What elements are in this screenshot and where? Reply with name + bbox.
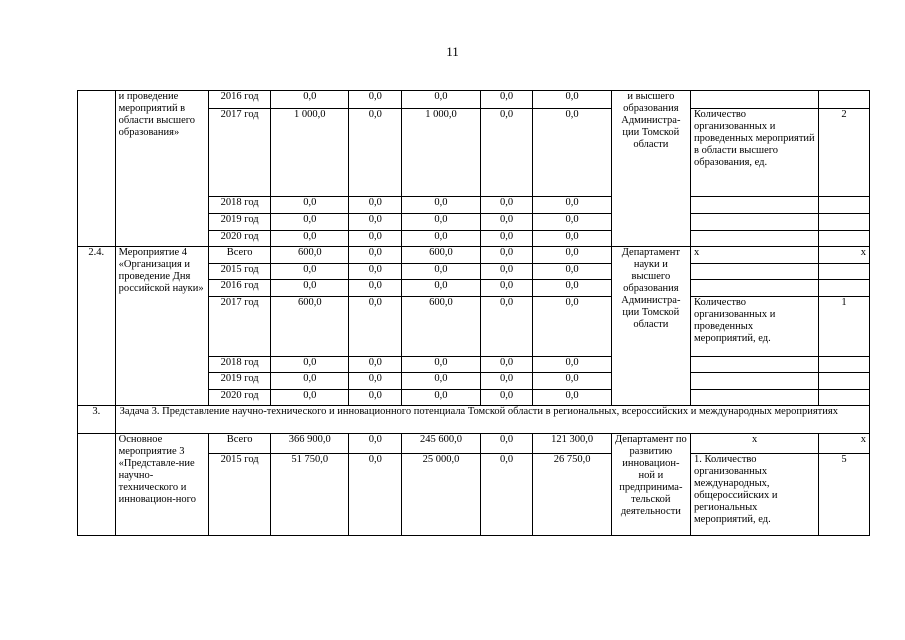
value-cell: 0,0	[480, 454, 533, 536]
indicator-value-cell	[819, 390, 870, 406]
executor-cell: Департамент по развитию инновацион-ной и предпринима-тельской деятельности	[611, 434, 690, 536]
indicator-value-cell: 1	[819, 297, 870, 357]
value-cell: 0,0	[349, 297, 402, 357]
value-cell: 366 900,0	[271, 434, 349, 454]
value-cell: 0,0	[402, 197, 480, 214]
value-cell: 0,0	[480, 214, 533, 231]
indicator-value-cell: х	[819, 434, 870, 454]
value-cell: 600,0	[402, 247, 480, 264]
value-cell: 0,0	[349, 357, 402, 373]
indicator-value-cell: 2	[819, 109, 870, 197]
table-row	[78, 406, 870, 434]
indicator-cell	[691, 214, 819, 231]
indicator-value-cell	[819, 264, 870, 280]
year-cell: 2019 год	[209, 373, 271, 390]
value-cell: 0,0	[480, 109, 533, 197]
value-cell: 0,0	[271, 357, 349, 373]
executor-cell: и высшего образования Администра-ции Томской области	[611, 91, 690, 247]
value-cell: 0,0	[402, 390, 480, 406]
year-cell: 2018 год	[209, 357, 271, 373]
value-cell: 0,0	[533, 297, 611, 357]
value-cell: 0,0	[480, 264, 533, 280]
indicator-value-cell	[819, 91, 870, 109]
page-number: 11	[446, 44, 459, 59]
value-cell: 0,0	[480, 357, 533, 373]
year-cell: 2019 год	[209, 214, 271, 231]
year-cell: 2016 год	[209, 91, 271, 109]
indicator-value-cell: 5	[819, 454, 870, 536]
value-cell: 0,0	[271, 91, 349, 109]
value-cell: 0,0	[533, 231, 611, 247]
indicator-cell	[691, 357, 819, 373]
value-cell: 0,0	[533, 264, 611, 280]
value-cell: 0,0	[349, 231, 402, 247]
indicator-value-cell	[819, 357, 870, 373]
value-cell: 600,0	[402, 297, 480, 357]
indicator-cell: Количество организованных и проведенных мероприятий, ед.	[691, 297, 819, 357]
value-cell: 0,0	[271, 373, 349, 390]
year-cell: 2017 год	[209, 297, 271, 357]
indicator-cell	[691, 264, 819, 280]
year-cell: 2020 год	[209, 231, 271, 247]
year-cell: 2020 год	[209, 390, 271, 406]
value-cell: 600,0	[271, 247, 349, 264]
value-cell: 0,0	[533, 214, 611, 231]
value-cell: 0,0	[271, 197, 349, 214]
row-number-cell: 2.4.	[78, 247, 116, 406]
indicator-cell	[691, 91, 819, 109]
indicator-cell	[691, 280, 819, 297]
value-cell: 0,0	[402, 280, 480, 297]
value-cell: 0,0	[533, 247, 611, 264]
value-cell: 121 300,0	[533, 434, 611, 454]
value-cell: 0,0	[480, 373, 533, 390]
value-cell: 1 000,0	[402, 109, 480, 197]
value-cell: 600,0	[271, 297, 349, 357]
value-cell: 0,0	[349, 373, 402, 390]
indicator-value-cell: х	[819, 247, 870, 264]
value-cell: 0,0	[349, 390, 402, 406]
value-cell: 0,0	[271, 390, 349, 406]
value-cell: 0,0	[480, 390, 533, 406]
value-cell: 0,0	[349, 247, 402, 264]
row-number-cell: 3.	[78, 406, 116, 434]
row-number-cell	[78, 91, 116, 247]
table-row	[78, 434, 870, 454]
table-row	[78, 91, 870, 109]
value-cell: 0,0	[533, 91, 611, 109]
value-cell: 0,0	[533, 390, 611, 406]
value-cell: 0,0	[480, 280, 533, 297]
value-cell: 0,0	[533, 357, 611, 373]
value-cell: 0,0	[533, 197, 611, 214]
value-cell: 0,0	[480, 197, 533, 214]
value-cell: 0,0	[271, 231, 349, 247]
program-table	[77, 90, 870, 536]
value-cell: 0,0	[271, 264, 349, 280]
year-cell: Всего	[209, 434, 271, 454]
value-cell: 0,0	[349, 280, 402, 297]
value-cell: 0,0	[480, 434, 533, 454]
indicator-value-cell	[819, 214, 870, 231]
value-cell: 25 000,0	[402, 454, 480, 536]
value-cell: 0,0	[349, 454, 402, 536]
year-cell: 2016 год	[209, 280, 271, 297]
value-cell: 0,0	[402, 214, 480, 231]
value-cell: 0,0	[402, 264, 480, 280]
value-cell: 245 600,0	[402, 434, 480, 454]
table-row	[78, 247, 870, 264]
indicator-cell	[691, 197, 819, 214]
indicator-value-cell	[819, 373, 870, 390]
activity-name-cell: Мероприятие 4 «Организация и проведение Дня российской науки»	[115, 247, 209, 406]
indicator-value-cell	[819, 197, 870, 214]
value-cell: 0,0	[480, 91, 533, 109]
indicator-cell: х	[691, 247, 819, 264]
indicator-cell	[691, 231, 819, 247]
value-cell: 0,0	[271, 214, 349, 231]
value-cell: 0,0	[480, 247, 533, 264]
value-cell: 0,0	[402, 91, 480, 109]
value-cell: 0,0	[271, 280, 349, 297]
value-cell: 0,0	[402, 357, 480, 373]
value-cell: 0,0	[349, 109, 402, 197]
year-cell: Всего	[209, 247, 271, 264]
value-cell: 51 750,0	[271, 454, 349, 536]
executor-cell: Департамент науки и высшего образования Администра-ции Томской области	[611, 247, 690, 406]
value-cell: 0,0	[533, 109, 611, 197]
value-cell: 0,0	[533, 280, 611, 297]
value-cell: 0,0	[349, 214, 402, 231]
row-number-cell	[78, 434, 116, 536]
value-cell: 0,0	[349, 197, 402, 214]
activity-name-cell: и проведение мероприятий в области высшего образования»	[115, 91, 209, 247]
value-cell: 0,0	[349, 434, 402, 454]
indicator-value-cell	[819, 280, 870, 297]
indicator-cell	[691, 390, 819, 406]
indicator-cell	[691, 373, 819, 390]
indicator-cell: х	[691, 434, 819, 454]
value-cell: 0,0	[349, 91, 402, 109]
value-cell: 0,0	[402, 231, 480, 247]
year-cell: 2018 год	[209, 197, 271, 214]
value-cell: 26 750,0	[533, 454, 611, 536]
indicator-value-cell	[819, 231, 870, 247]
indicator-cell: Количество организованных и проведенных мероприятий в области высшего образования, ед.	[691, 109, 819, 197]
indicator-cell: 1. Количество организованных международных, общероссийских и региональных мероприятий, ед.	[691, 454, 819, 536]
task-heading-cell: Задача 3. Представление научно-технического и инновационного потенциала Томской области в региональных, всероссийских и международных мероприятиях	[115, 406, 869, 434]
year-cell: 2015 год	[209, 264, 271, 280]
activity-name-cell: Основное мероприятие 3 «Представле-ние научно-технического и инновацион-ного	[115, 434, 209, 536]
value-cell: 0,0	[402, 373, 480, 390]
value-cell: 0,0	[480, 231, 533, 247]
year-cell: 2017 год	[209, 109, 271, 197]
value-cell: 1 000,0	[271, 109, 349, 197]
value-cell: 0,0	[349, 264, 402, 280]
value-cell: 0,0	[480, 297, 533, 357]
year-cell: 2015 год	[209, 454, 271, 536]
value-cell: 0,0	[533, 373, 611, 390]
